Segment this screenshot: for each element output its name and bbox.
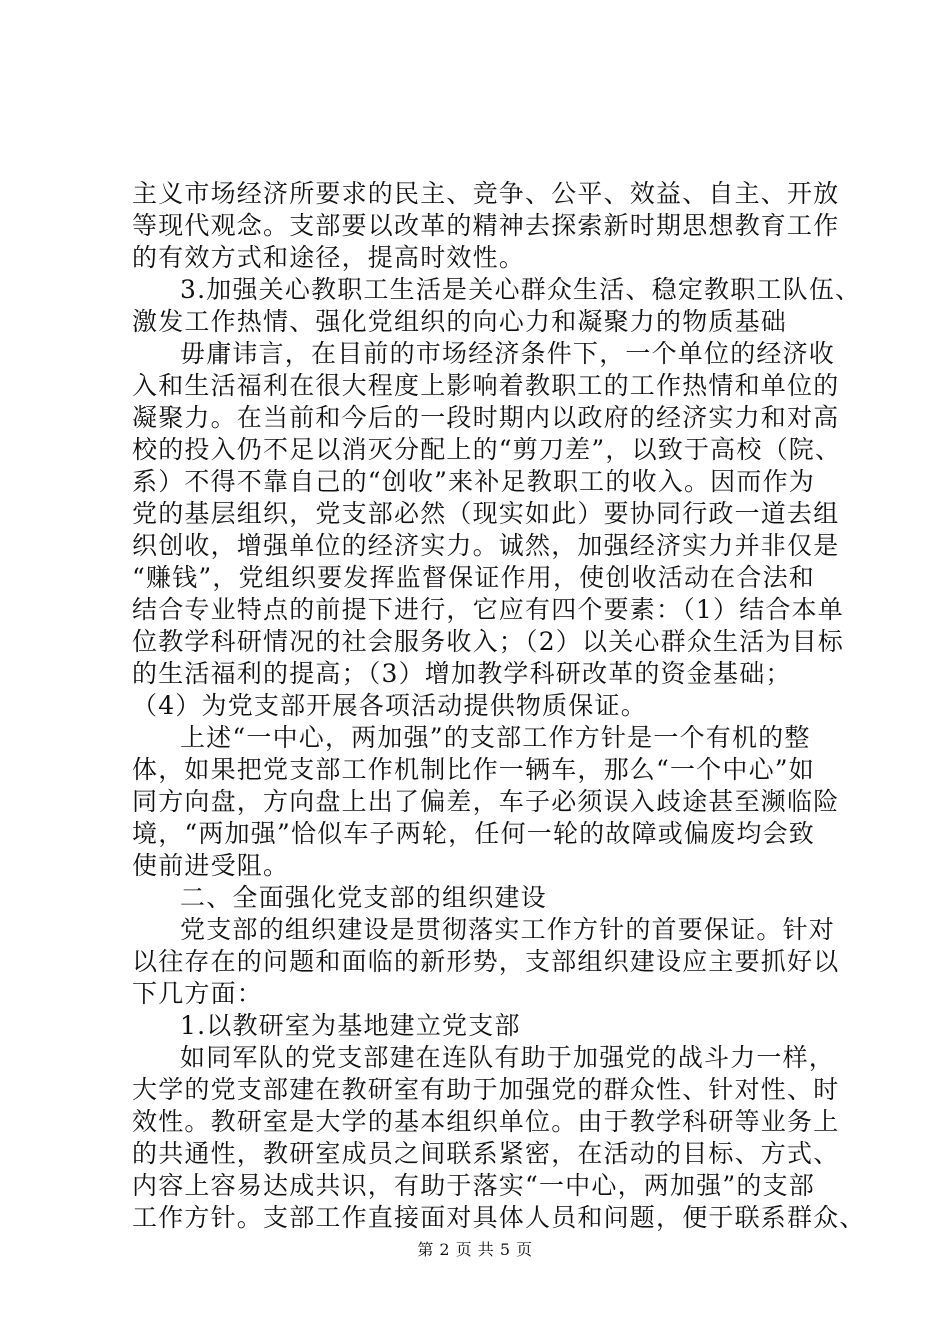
text-line: 校的投入仍不足以消灭分配上的“剪刀差”，以致于高校（院、: [132, 435, 842, 464]
text-line: 系）不得不靠自己的“创收”来补足教职工的收入。因而作为: [132, 467, 815, 496]
text-line: （4）为党支部开展各项活动提供物质保证。: [132, 691, 647, 720]
text-line: 的生活福利的提高；（3）增加教学科研改革的资金基础；: [132, 659, 792, 688]
text-line: 工作方针。支部工作直接面对具体人员和问题，便于联系群众、: [132, 1203, 866, 1232]
text-line: 入和生活福利在很大程度上影响着教职工的工作热情和单位的: [132, 371, 840, 400]
text-line: 党的基层组织，党支部必然（现实如此）要协同行政一道去组: [132, 499, 840, 528]
section-heading: 二、全面强化党支部的组织建设: [180, 883, 547, 912]
text-line: 的有效方式和途径，提高时效性。: [132, 243, 526, 272]
text-line: 境，“两加强”恰似车子两轮，任何一轮的故障或偏废均会致: [132, 819, 815, 848]
text-line: 等现代观念。支部要以改革的精神去探索新时期思想教育工作: [132, 211, 840, 240]
text-line: 同方向盘，方向盘上出了偏差，车子必须误入歧途甚至濒临险: [132, 787, 840, 816]
text-line: 效性。教研室是大学的基本组织单位。由于教学科研等业务上: [132, 1107, 840, 1136]
text-line: 大学的党支部建在教研室有助于加强党的群众性、针对性、时: [132, 1075, 840, 1104]
page-number-footer: 第 2 页 共 5 页: [417, 1240, 533, 1259]
paragraph-start: 毋庸讳言，在目前的市场经济条件下，一个单位的经济收: [180, 339, 836, 368]
text-line: 结合专业特点的前提下进行，它应有四个要素：（1）结合本单: [132, 595, 845, 624]
section-heading-continuation: 激发工作热情、强化党组织的向心力和凝聚力的物质基础: [132, 307, 788, 336]
text-line: 的共通性，教研室成员之间联系紧密，在活动的目标、方式、: [132, 1139, 840, 1168]
section-heading: 3.加强关心教职工生活是关心群众生活、稳定教职工队伍、: [180, 275, 862, 304]
text-line: 内容上容易达成共识，有助于落实“一中心，两加强”的支部: [132, 1171, 815, 1200]
text-line: 下几方面：: [132, 979, 264, 1008]
paragraph-start: 如同军队的党支部建在连队有助于加强党的战斗力一样，: [180, 1043, 836, 1072]
subsection-heading: 1.以教研室为基地建立党支部: [180, 1011, 521, 1040]
text-line: 以往存在的问题和面临的新形势，支部组织建设应主要抓好以: [132, 947, 840, 976]
text-line: 凝聚力。在当前和今后的一段时期内以政府的经济实力和对高: [132, 403, 840, 432]
text-line: 主义市场经济所要求的民主、竞争、公平、效益、自主、开放: [132, 179, 840, 208]
paragraph-start: 党支部的组织建设是贯彻落实工作方针的首要保证。针对: [180, 915, 836, 944]
text-line: “赚钱”，党组织要发挥监督保证作用，使创收活动在合法和: [132, 563, 815, 592]
text-line: 织创收，增强单位的经济实力。诚然，加强经济实力并非仅是: [132, 531, 840, 560]
paragraph-start: 上述“一中心，两加强”的支部工作方针是一个有机的整: [180, 723, 811, 752]
text-line: 体，如果把党支部工作机制比作一辆车，那么“一个中心”如: [132, 755, 815, 784]
text-line: 使前进受阻。: [132, 851, 290, 880]
text-line: 位教学科研情况的社会服务收入；（2）以关心群众生活为目标: [132, 627, 845, 656]
